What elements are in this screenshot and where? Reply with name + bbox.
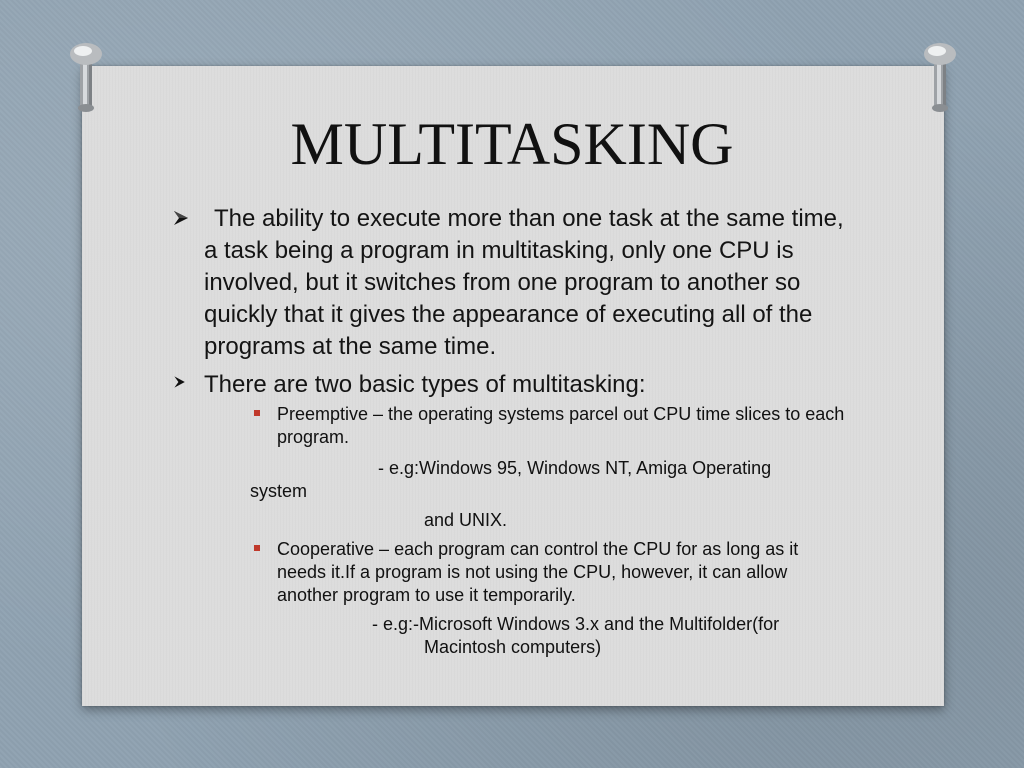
bullet-text: The ability to execute more than one task at the same time, a task being a program in multitasking, only one CPU is involved, but it switches from one program to another so quickly that it gives the appearance of executing all of the programs at the same time. <box>204 205 844 360</box>
preemptive-example-line1: - e.g:Windows 95, Windows NT, Amiga Operating <box>378 458 772 478</box>
preemptive-example-line3: and UNIX. <box>424 510 508 530</box>
pushpin-icon <box>920 38 960 118</box>
cooperative-text: Cooperative – each program can control the CPU for as long as it needs it.If a program is not using the CPU, however, it can allow another program to use it temporarily. <box>277 539 799 605</box>
pushpin-icon <box>66 38 106 118</box>
cooperative-example-line2: Macintosh computers) <box>424 637 602 657</box>
cooperative-example-line1: - e.g:-Microsoft Windows 3.x and the Multifolder(for <box>372 614 780 634</box>
bullet-two-types: There are two basic types of multitasking: <box>204 371 646 398</box>
square-bullet-icon <box>254 410 260 416</box>
arrow-bullet-icon <box>172 208 192 228</box>
preemptive-example-line2: system <box>250 481 308 501</box>
bullet-ability-to-execute <box>204 203 844 363</box>
slide-title: MULTITASKING <box>290 111 734 177</box>
arrow-bullet-icon <box>172 374 188 390</box>
preemptive-text: Preemptive – the operating systems parcel out CPU time slices to each program. <box>277 404 845 447</box>
square-bullet-icon <box>254 545 260 551</box>
